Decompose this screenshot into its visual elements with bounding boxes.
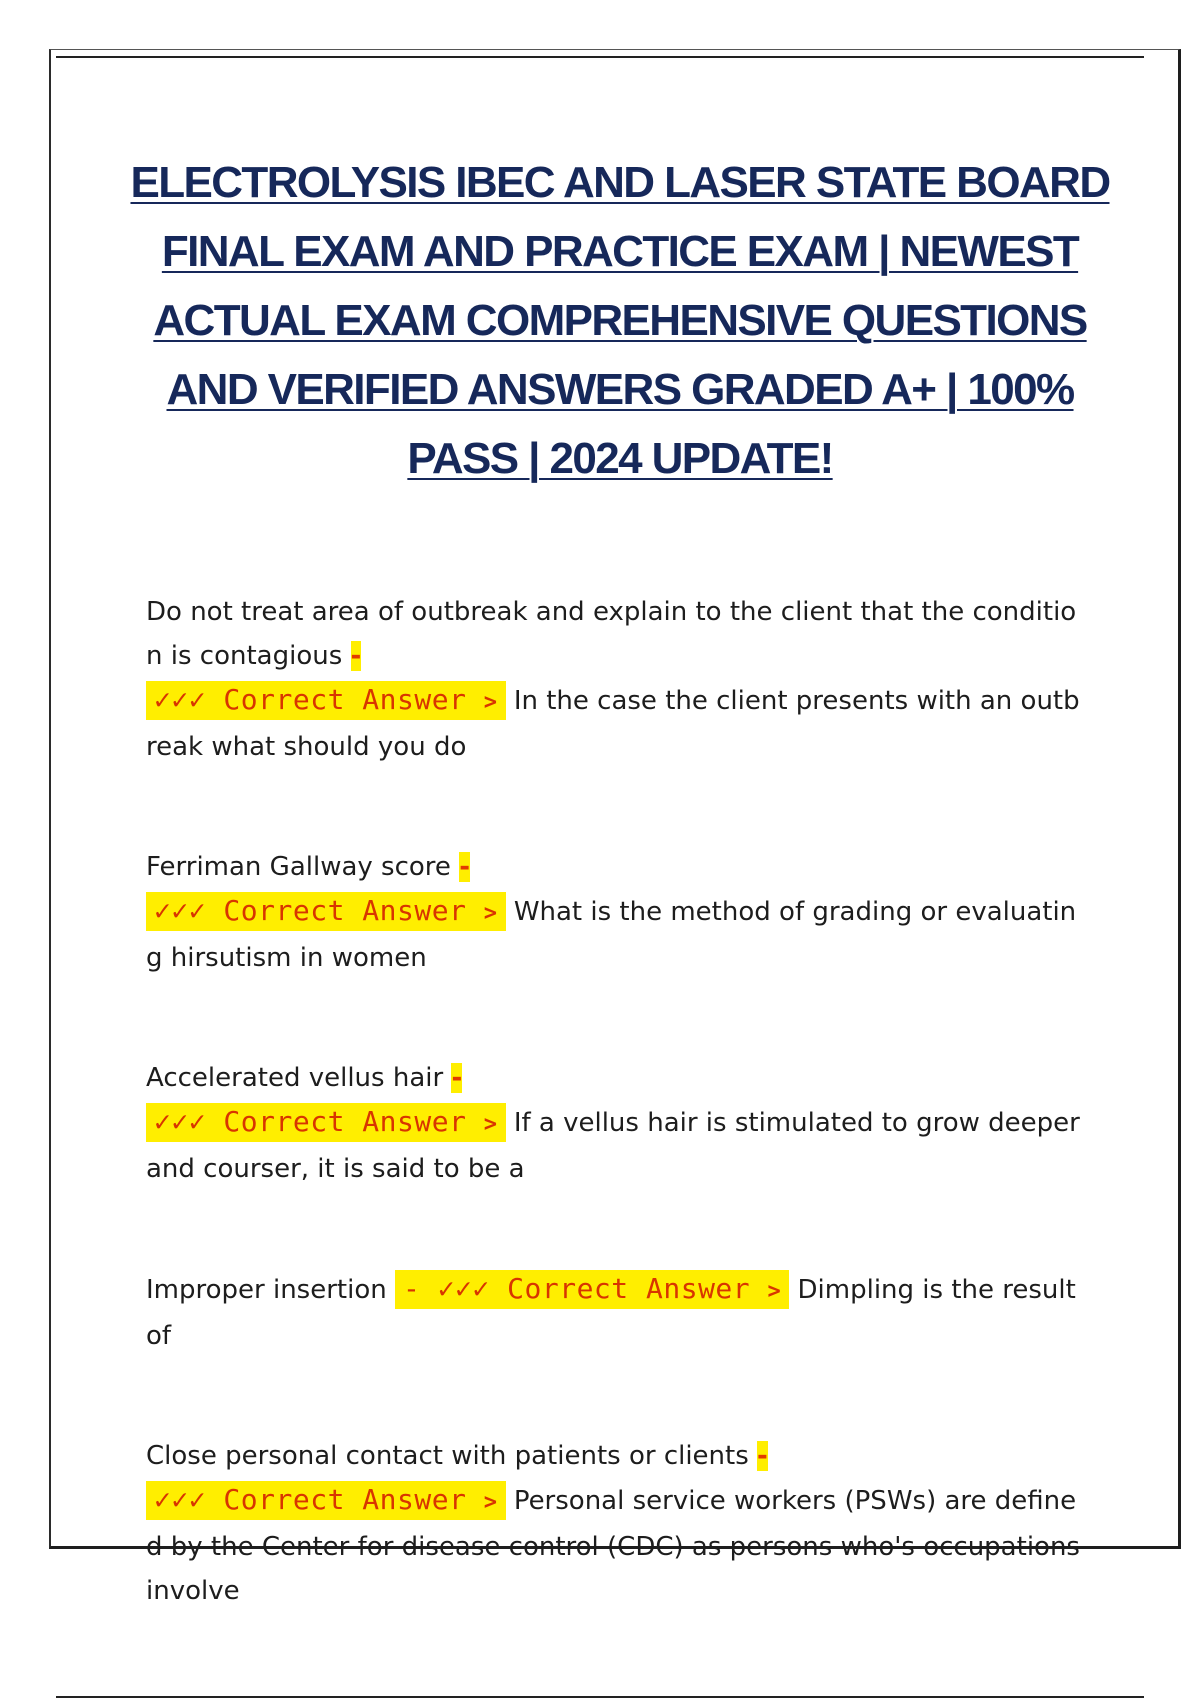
qa-item <box>146 845 1081 980</box>
correct-answer-text: ✓✓✓ Correct Answer <box>437 1272 751 1305</box>
qa-item <box>146 1056 1081 1191</box>
arrow-icon: > <box>483 1112 498 1137</box>
correct-answer-label <box>146 681 506 720</box>
correct-answer-text: ✓✓✓ Correct Answer <box>154 1483 467 1516</box>
arrow-icon: > <box>483 901 498 926</box>
correct-answer-text: ✓✓✓ Correct Answer <box>154 683 467 716</box>
answer-text: Accelerated vellus hair <box>146 1063 444 1093</box>
correct-answer-label <box>146 1481 506 1520</box>
arrow-icon: > <box>483 1490 498 1515</box>
correct-answer-text: ✓✓✓ Correct Answer <box>154 894 467 927</box>
question-text: If a vellus hair is stimulated to grow deeper and courser, it is said to be a <box>146 1108 1080 1184</box>
arrow-icon: > <box>483 690 498 715</box>
question-text: Dimpling is the result of <box>146 1275 1076 1351</box>
qa-list <box>146 590 1081 1613</box>
separator-dash: - <box>350 641 362 671</box>
answer-text: Ferriman Gallway score <box>146 852 451 882</box>
question-text: In the case the client presents with an outbreak what should you do <box>146 686 1080 762</box>
arrow-icon: > <box>767 1279 782 1304</box>
separator-dash: - <box>459 852 470 882</box>
document-title: ELECTROLYSIS IBEC AND LASER STATE BOARD FINAL EXAM AND PRACTICE EXAM | NEWEST ACTUAL EXAM COMPREHENSIVE QUESTIONS AND VERIFIED ANSWERS GRADED A+ | 100% PASS | 2024 UPDATE! <box>130 158 1110 483</box>
question-text: Personal service workers (PSWs) are defined by the Center for disease control (CDC) as persons who's occupations involve <box>146 1486 1080 1606</box>
answer-text: Close personal contact with patients or clients <box>146 1441 749 1471</box>
qa-item <box>146 590 1081 769</box>
correct-answer-text: ✓✓✓ Correct Answer <box>154 1105 467 1138</box>
answer-text: Improper insertion <box>146 1275 387 1305</box>
correct-answer-label <box>146 892 506 931</box>
qa-item <box>146 1434 1081 1613</box>
correct-answer-label <box>146 1103 506 1142</box>
separator-dash: - <box>402 1272 421 1305</box>
question-text: What is the method of grading or evaluating hirsutism in women <box>146 897 1077 973</box>
correct-answer-label <box>395 1270 789 1309</box>
qa-item <box>146 1267 1081 1358</box>
footer-rule <box>56 1696 1144 1698</box>
separator-dash: - <box>451 1063 463 1093</box>
answer-text: Do not treat area of outbreak and explain to the client that the condition is contagious <box>146 597 1077 671</box>
separator-dash: - <box>757 1441 768 1471</box>
header-rule <box>56 56 1144 58</box>
